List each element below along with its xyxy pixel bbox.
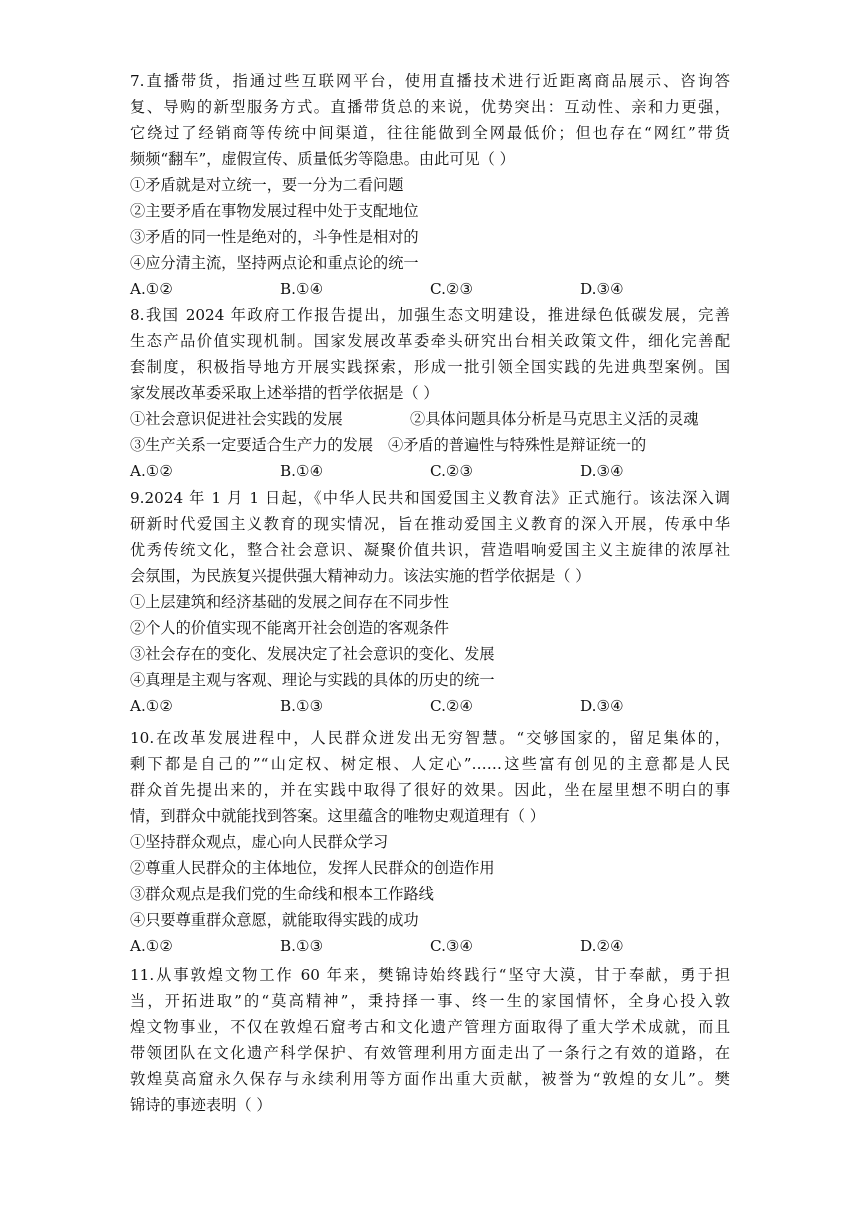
question-10 <box>130 725 730 959</box>
option-d[interactable]: D.③④ <box>580 462 624 480</box>
stem-line: 7.直播带货，指通过些互联网平台，使用直播技术进行近距离商品展示、咨询答 <box>130 72 730 90</box>
stem-line: 剩下都是自己的”“山定权、树定根、人定心”……这些富有创见的主意都是人民 <box>130 755 730 773</box>
question-7 <box>130 68 730 302</box>
option-a[interactable]: A.①② <box>130 697 174 715</box>
statement-item: ①上层建筑和经济基础的发展之间存在不同步性 <box>130 593 449 611</box>
stem-line: 带领团队在文化遗产科学保护、有效管理利用方面走出了一条行之有效的道路，在 <box>130 1044 730 1062</box>
question-10-options <box>130 933 730 959</box>
question-9-options <box>130 693 730 719</box>
question-8 <box>130 302 730 484</box>
stem-line: 套制度，积极指导地方开展实践探索，形成一批引领全国实践的先进典型案例。国 <box>130 358 730 376</box>
question-11 <box>130 962 730 1118</box>
option-c[interactable]: C.③④ <box>430 937 474 955</box>
stem-line: 锦诗的事迹表明（ ） <box>130 1096 272 1114</box>
option-d[interactable]: D.③④ <box>580 697 624 715</box>
statement-row <box>130 406 730 432</box>
question-10-stem <box>130 725 730 829</box>
stem-line: 敦煌莫高窟永久保存与永续利用等方面作出重大贡献，被誉为“敦煌的女儿”。樊 <box>130 1070 730 1088</box>
stem-line: 生态产品价值实现机制。国家发展改革委牵头研究出台相关政策文件，细化完善配 <box>130 332 730 350</box>
question-9-stem <box>130 485 730 589</box>
stem-line: 复、导购的新型服务方式。直播带货总的来说，优势突出：互动性、亲和力更强， <box>130 98 730 116</box>
stem-line: 情，到群众中就能找到答案。这里蕴含的唯物史观道理有（ ） <box>130 807 545 825</box>
stem-line: 11.从事敦煌文物工作 60 年来，樊锦诗始终践行“坚守大漠，甘于奉献，勇于担 <box>130 966 730 984</box>
option-c[interactable]: C.②④ <box>430 697 474 715</box>
statement-item: ②主要矛盾在事物发展过程中处于支配地位 <box>130 202 419 220</box>
statement-item: ①矛盾就是对立统一，要一分为二看问题 <box>130 176 404 194</box>
statement-item: ④矛盾的普遍性与特殊性是辩证统一的 <box>388 436 647 454</box>
stem-line: 家发展改革委采取上述举措的哲学依据是（ ） <box>130 384 439 402</box>
stem-line: 会氛围，为民族复兴提供强大精神动力。该法实施的哲学依据是（ ） <box>130 567 591 585</box>
question-11-stem <box>130 962 730 1118</box>
statement-item: ④应分清主流，坚持两点论和重点论的统一 <box>130 254 419 272</box>
statement-item: ②尊重人民群众的主体地位，发挥人民群众的创造作用 <box>130 859 495 877</box>
stem-line: 优秀传统文化，整合社会意识、凝聚价值共识，营造唱响爱国主义主旋律的浓厚社 <box>130 541 730 559</box>
stem-line: 它绕过了经销商等传统中间渠道，往往能做到全网最低价；但也存在“网红”带货 <box>130 124 730 142</box>
option-a[interactable]: A.①② <box>130 280 174 298</box>
statement-item: ③社会存在的变化、发展决定了社会意识的变化、发展 <box>130 645 495 663</box>
question-8-options <box>130 458 730 484</box>
option-a[interactable]: A.①② <box>130 462 174 480</box>
statement-item: ③群众观点是我们党的生命线和根本工作路线 <box>130 885 434 903</box>
option-d[interactable]: D.②④ <box>580 937 624 955</box>
stem-line: 当，开拓进取”的“莫高精神”，秉持择一事、终一生的家国情怀，全身心投入敦 <box>130 992 730 1010</box>
option-b[interactable]: B.①③ <box>280 937 324 955</box>
option-a[interactable]: A.①② <box>130 937 174 955</box>
statement-item: ②个人的价值实现不能离开社会创造的客观条件 <box>130 619 449 637</box>
statement-item: ①社会意识促进社会实践的发展 <box>130 410 343 428</box>
stem-line: 群众首先提出来的，并在实践中取得了很好的效果。因此，坐在屋里想不明白的事 <box>130 781 730 799</box>
option-c[interactable]: C.②③ <box>430 280 474 298</box>
option-b[interactable]: B.①③ <box>280 697 324 715</box>
option-d[interactable]: D.③④ <box>580 280 624 298</box>
option-b[interactable]: B.①④ <box>280 462 324 480</box>
statement-item: ②具体问题具体分析是马克思主义活的灵魂 <box>410 410 699 428</box>
question-7-options <box>130 276 730 302</box>
statement-item: ③生产关系一定要适合生产力的发展 <box>130 436 373 454</box>
stem-line: 煌文物事业，不仅在敦煌石窟考古和文化遗产管理方面取得了重大学术成就，而且 <box>130 1018 730 1036</box>
stem-line: 研新时代爱国主义教育的现实情况，旨在推动爱国主义教育的深入开展，传承中华 <box>130 515 730 533</box>
statement-item: ④只要尊重群众意愿，就能取得实践的成功 <box>130 911 419 929</box>
statement-item: ③矛盾的同一性是绝对的，斗争性是相对的 <box>130 228 419 246</box>
statement-item: ④真理是主观与客观、理论与实践的具体的历史的统一 <box>130 671 495 689</box>
stem-line: 10.在改革发展进程中，人民群众迸发出无穷智慧。“交够国家的，留足集体的， <box>130 729 730 747</box>
stem-line: 频频“翻车”，虚假宣传、质量低劣等隐患。由此可见（ ） <box>130 150 515 168</box>
statement-row <box>130 432 730 458</box>
stem-line: 9.2024 年 1 月 1 日起，《中华人民共和国爱国主义教育法》正式施行。该法深入调 <box>130 489 730 507</box>
question-8-stem <box>130 302 730 406</box>
question-7-stem <box>130 68 730 172</box>
option-c[interactable]: C.②③ <box>430 462 474 480</box>
question-9 <box>130 485 730 719</box>
option-b[interactable]: B.①④ <box>280 280 324 298</box>
stem-line: 8.我国 2024 年政府工作报告提出，加强生态文明建设，推进绿色低碳发展，完善 <box>130 306 730 324</box>
statement-item: ①坚持群众观点，虚心向人民群众学习 <box>130 833 389 851</box>
